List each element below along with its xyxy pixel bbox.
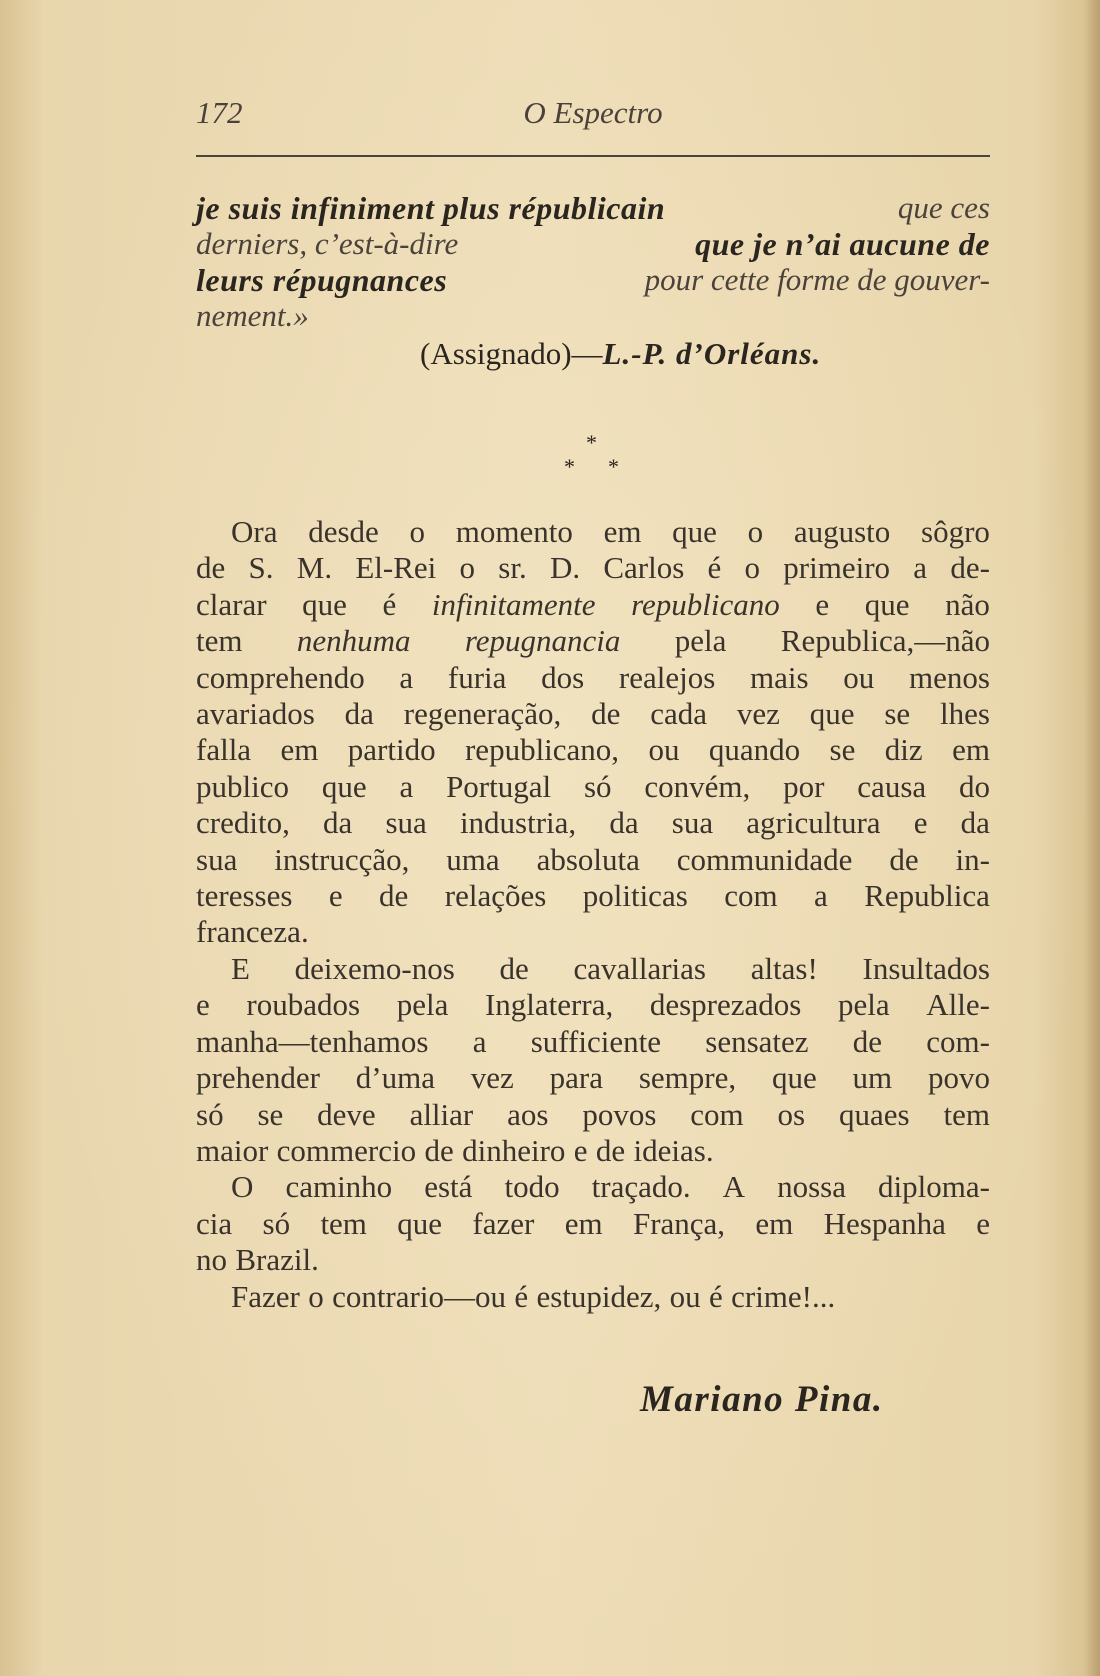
word: tem xyxy=(320,1205,367,1241)
text-line xyxy=(196,878,990,914)
word: em xyxy=(603,514,642,549)
word: que xyxy=(864,586,910,622)
word: clarar xyxy=(196,586,267,622)
word: E xyxy=(231,950,250,986)
word: que xyxy=(771,1060,817,1096)
word: causa xyxy=(857,768,927,804)
word: publico xyxy=(196,768,289,804)
word: e xyxy=(815,586,830,622)
text-line xyxy=(196,1024,990,1060)
word: lhes xyxy=(940,696,990,732)
word: para xyxy=(549,1060,603,1096)
paragraph xyxy=(196,1279,990,1315)
word: maior xyxy=(196,1132,269,1168)
word: nossa xyxy=(777,1169,846,1205)
word: repugnancia xyxy=(464,623,621,659)
word: Insultados xyxy=(862,950,990,986)
word: tem xyxy=(196,623,243,659)
word: desprezados xyxy=(649,987,802,1023)
signature-dash: — xyxy=(571,336,603,371)
word: momento xyxy=(455,514,573,549)
text-line xyxy=(196,1169,990,1205)
word: Alle- xyxy=(926,987,990,1023)
word: falla xyxy=(196,732,252,768)
word: sensatez xyxy=(705,1023,809,1059)
word: ou xyxy=(648,732,680,768)
word: roubados xyxy=(246,987,361,1023)
word: traçado. xyxy=(591,1169,691,1205)
word: desde xyxy=(308,514,379,549)
word: Republica,—não xyxy=(780,623,990,659)
word: sempre, xyxy=(638,1060,737,1096)
word: manha—tenhamos xyxy=(196,1023,429,1059)
word: e xyxy=(913,805,928,841)
text-line xyxy=(196,696,990,732)
word: absoluta xyxy=(536,841,640,877)
word: tem xyxy=(943,1096,990,1132)
word: pela xyxy=(396,987,449,1023)
word: que xyxy=(672,514,717,549)
word: em xyxy=(280,732,319,768)
word: o xyxy=(747,514,764,549)
word: sufficiente xyxy=(530,1023,661,1059)
word: em xyxy=(952,732,990,768)
word: o xyxy=(459,550,476,586)
word: Hespanha xyxy=(823,1205,946,1241)
text-line xyxy=(196,769,990,805)
text-line xyxy=(196,660,990,696)
word: que xyxy=(321,768,367,804)
word: por xyxy=(783,768,825,804)
word: da xyxy=(609,805,639,841)
word: a xyxy=(472,1023,487,1059)
asterism-star: * xyxy=(564,454,575,479)
word: é xyxy=(514,1278,529,1314)
word: instrucção, xyxy=(274,841,410,877)
quote-italic-text: nement.» xyxy=(196,298,309,333)
word: cavallarias xyxy=(573,950,706,986)
word: commercio xyxy=(276,1132,417,1168)
french-quote xyxy=(196,190,990,334)
word: um xyxy=(852,1060,893,1096)
asterism-divider xyxy=(540,430,640,490)
word: quaes xyxy=(838,1096,910,1132)
quote-line xyxy=(196,262,990,298)
word: e xyxy=(196,987,210,1023)
word: diz xyxy=(884,732,923,768)
word: diploma- xyxy=(878,1169,990,1205)
paragraph xyxy=(196,1169,990,1278)
word: sr. xyxy=(498,550,527,586)
text-line xyxy=(196,550,990,586)
word: da xyxy=(960,805,990,841)
word: povo xyxy=(927,1060,990,1096)
word: de xyxy=(889,841,919,877)
word: infinitamente xyxy=(431,586,596,622)
word: d’uma xyxy=(355,1060,435,1096)
word: altas! xyxy=(750,950,818,986)
word: estupidez, xyxy=(536,1278,662,1314)
word: deixemo-nos xyxy=(294,950,455,986)
word: de xyxy=(595,1132,626,1168)
word: a xyxy=(399,659,414,695)
quote-signature xyxy=(196,334,1100,374)
header-rule xyxy=(196,155,990,157)
text-line xyxy=(196,1242,990,1278)
word: M. xyxy=(296,550,333,586)
word: o xyxy=(409,514,426,549)
word: A xyxy=(722,1169,746,1205)
signature-name: L.-P. d’Orléans. xyxy=(602,336,822,371)
word: e xyxy=(573,1132,588,1168)
word: regeneração, xyxy=(403,696,562,732)
journal-title: O Espectro xyxy=(523,95,663,130)
word: Carlos xyxy=(603,550,685,586)
word: com- xyxy=(926,1023,990,1059)
word: pela xyxy=(674,623,727,659)
word: do xyxy=(958,768,990,804)
word: sua xyxy=(196,841,238,877)
word: de xyxy=(196,550,226,586)
word: furia xyxy=(447,659,507,695)
asterism-star: * xyxy=(608,454,619,479)
word: credito, xyxy=(196,805,290,841)
word: de xyxy=(591,696,621,732)
word: é xyxy=(708,1278,723,1314)
quote-italic-text: derniers, c’est-à-dire xyxy=(196,226,459,261)
word: industria, xyxy=(459,805,577,841)
word: se xyxy=(829,732,856,768)
word: uma xyxy=(446,841,500,877)
word: se xyxy=(884,696,911,732)
word: o xyxy=(744,550,761,586)
text-line xyxy=(196,951,990,987)
word: nenhuma xyxy=(296,623,411,659)
word: fazer xyxy=(472,1205,535,1241)
word: só xyxy=(262,1205,291,1241)
word: menos xyxy=(908,659,990,695)
word: in- xyxy=(955,841,990,877)
word: sôgro xyxy=(921,514,990,549)
word: a xyxy=(399,768,414,804)
word: ou xyxy=(843,659,875,695)
word: caminho xyxy=(285,1169,393,1205)
word: que xyxy=(397,1205,443,1241)
word: dos xyxy=(541,659,585,695)
word: vez xyxy=(470,1060,514,1096)
quote-italic-text: pour cette forme de gouver- xyxy=(644,262,990,297)
text-line xyxy=(196,1279,990,1315)
text-line xyxy=(196,1206,990,1242)
word: teresses xyxy=(196,878,293,914)
word: os xyxy=(777,1096,806,1132)
word: e xyxy=(976,1205,990,1241)
text-line xyxy=(196,514,990,550)
quote-italic-text: que ces xyxy=(897,190,990,225)
word: ideias. xyxy=(633,1132,714,1168)
word: a xyxy=(814,878,828,914)
word: Inglaterra, xyxy=(484,987,614,1023)
word: de xyxy=(379,878,409,914)
word: com xyxy=(724,878,778,914)
word: ou xyxy=(669,1278,701,1314)
word: está xyxy=(424,1169,473,1205)
word: alliar xyxy=(409,1096,474,1132)
word: politicas xyxy=(582,878,688,914)
text-line xyxy=(196,987,990,1023)
word: comprehendo xyxy=(196,659,365,695)
word: com xyxy=(690,1096,744,1132)
quote-bold-text: que je n’ai aucune de xyxy=(695,226,990,262)
text-line xyxy=(196,842,990,878)
word: cia xyxy=(196,1205,233,1241)
word: só xyxy=(583,768,612,804)
word: prehender xyxy=(196,1060,320,1096)
word: El-Rei xyxy=(355,550,437,586)
word: sua xyxy=(671,805,714,841)
word: avariados xyxy=(196,696,315,732)
word: relações xyxy=(444,878,547,914)
word: quando xyxy=(708,732,801,768)
word: de- xyxy=(950,550,990,586)
word: cada xyxy=(650,696,707,732)
author-signature: Mariano Pina. xyxy=(640,1379,884,1420)
word: só xyxy=(196,1096,224,1132)
word: França, xyxy=(632,1205,726,1241)
quote-line xyxy=(196,298,990,334)
word: augusto xyxy=(793,514,891,549)
word: sua xyxy=(385,805,427,841)
word: Brazil. xyxy=(235,1242,319,1278)
word: é xyxy=(382,586,397,622)
word: mais xyxy=(750,659,809,695)
word: contrario—ou xyxy=(332,1278,506,1314)
word: da xyxy=(323,805,353,841)
word: Fazer xyxy=(231,1278,300,1314)
page-number: 172 xyxy=(196,95,243,130)
paragraph xyxy=(196,951,990,1169)
text-line xyxy=(196,1133,990,1169)
word: da xyxy=(344,696,374,732)
word: o xyxy=(308,1278,324,1314)
word: O xyxy=(231,1169,254,1205)
word: de xyxy=(424,1132,454,1168)
word: republicano, xyxy=(464,732,620,768)
asterism-star: * xyxy=(586,430,597,455)
quote-line xyxy=(196,226,990,262)
word: aos xyxy=(507,1096,549,1132)
word: franceza. xyxy=(196,914,309,950)
text-line xyxy=(196,805,990,841)
word: que xyxy=(302,586,347,622)
word: partido xyxy=(347,732,436,768)
word: S. xyxy=(248,550,274,586)
paragraph xyxy=(196,514,990,951)
word: é xyxy=(707,550,722,586)
word: povos xyxy=(582,1096,657,1132)
word: republicano xyxy=(631,586,780,622)
quote-line xyxy=(196,190,990,226)
word: não xyxy=(945,586,990,622)
text-line xyxy=(196,1097,990,1133)
running-head xyxy=(196,95,990,141)
word: de xyxy=(499,950,529,986)
word: em xyxy=(755,1205,794,1241)
word: todo xyxy=(504,1169,560,1205)
word: de xyxy=(852,1023,883,1059)
word: que xyxy=(809,696,855,732)
text-line xyxy=(196,623,990,659)
word: dinheiro xyxy=(462,1132,566,1168)
word: a xyxy=(913,550,928,586)
word: realejos xyxy=(618,659,716,695)
word: se xyxy=(257,1096,284,1132)
text-line xyxy=(196,914,990,950)
word: em xyxy=(564,1205,603,1241)
signature-label: (Assignado) xyxy=(420,336,572,371)
word: Portugal xyxy=(446,768,552,804)
quote-bold-text: leurs répugnances xyxy=(196,262,448,298)
text-line xyxy=(196,732,990,768)
word: agricultura xyxy=(746,805,881,841)
word: Republica xyxy=(864,878,990,914)
text-line xyxy=(196,587,990,623)
text-line xyxy=(196,1060,990,1096)
word: D. xyxy=(549,550,581,586)
word: convém, xyxy=(644,768,751,804)
word: e xyxy=(328,878,343,914)
word: crime!... xyxy=(731,1278,836,1314)
word: vez xyxy=(736,696,780,732)
word: deve xyxy=(317,1096,376,1132)
word: primeiro xyxy=(783,550,891,586)
word: Ora xyxy=(231,514,278,549)
body-text xyxy=(196,514,990,1315)
word: no xyxy=(196,1242,227,1278)
quote-bold-text: je suis infiniment plus républicain xyxy=(196,190,666,226)
word: communidade xyxy=(676,841,853,877)
word: pela xyxy=(838,987,890,1023)
